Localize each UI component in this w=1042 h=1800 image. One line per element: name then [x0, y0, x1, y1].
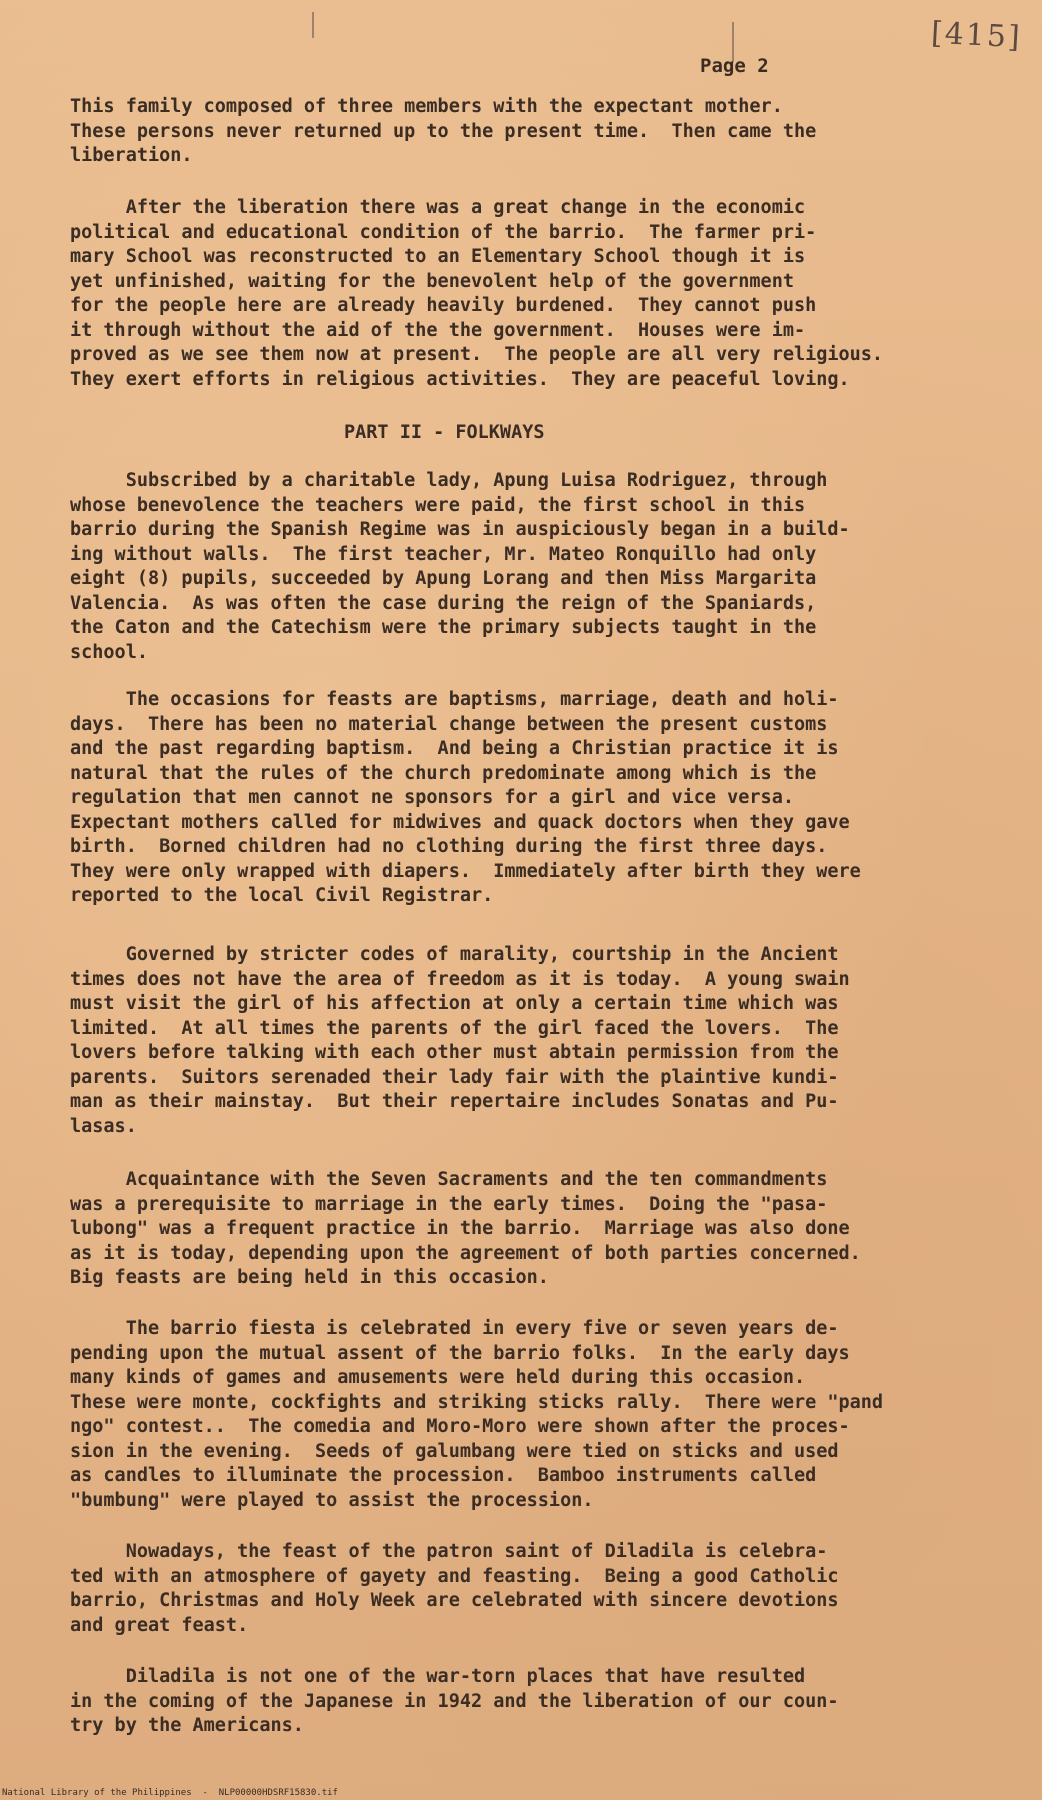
- scan-footer: National Library of the Philippines - NLP00000HDSRF15830.tif: [2, 1788, 338, 1798]
- paragraph: The occasions for feasts are baptisms, marriage, death and holi- days. There has been no material change between the present customs and the past regarding baptism. And being a Christian practice it is natural that the rules of the church predominate among which is the regulation that men cannot ne sponsors for a girl and vice versa. Expectant mothers called for midwives and quack doctors when they gave birth. Borned children had no clothing during the first three days. They were only wrapped with diapers. Immediately after birth they were reported to the local Civil Registrar.: [70, 689, 861, 906]
- handwritten-annotation: [415]: [930, 15, 1023, 56]
- paragraph: The barrio fiesta is celebrated in every five or seven years de- pending upon the mutual assent of the barrio folks. In the early days many kinds of games and amusements were held during this occasion. These were monte, cockfights and striking sticks rally. There were "pand ngo" contest.. The comedia and Moro-Moro were shown after the proces- sion in the evening. Seeds of galumbang were tied on sticks and used as candles to illuminate the procession. Bamboo instruments called "bumbung" were played to assist the procession.: [70, 1318, 884, 1511]
- paragraph: After the liberation there was a great change in the economic political and educational condition of the barrio. The farmer pri- mary School was reconstructed to an Elementary School though it is yet unfinished, waiting for the benevolent help of the government for the people here are already heavily burdened. They cannot push it through without the aid of the the government. Houses were im- proved as we see them now at present. The people are all very religious. They exert efforts in religious activities. They are peaceful loving.: [70, 197, 884, 390]
- paragraph: Diladila is not one of the war-torn places that have resulted in the coming of the Japanese in 1942 and the liberation of our coun- try by the Americans.: [70, 1666, 839, 1736]
- pencil-mark: [312, 12, 314, 38]
- paragraph: Nowadays, the feast of the patron saint of Diladila is celebra- ted with an atmosphere of gayety and feasting. Being a good Catholic barrio, Christmas and Holy Week are celebrated with sincere devotions and great feast.: [70, 1541, 839, 1636]
- page-number: Page 2: [700, 55, 769, 77]
- paragraph: Subscribed by a charitable lady, Apung Luisa Rodriguez, through whose benevolence the teachers were paid, the first school in this barrio during the Spanish Regime was in auspiciously began in a build- ing without walls. The first teacher, Mr. Mateo Ronquillo had only eight (8) pupils, succeeded by Apung Lorang and then Miss Margarita Valencia. As was often the case during the reign of the Spaniards, the Caton and the Catechism were the primary subjects taught in the school.: [70, 470, 850, 663]
- paragraph: Acquaintance with the Seven Sacraments and the ten commandments was a prerequisite to marriage in the early times. Doing the "pasa- lubong" was a frequent practice in the barrio. Marriage was also done as it is today, depending upon the agreement of both parties concerned. Big feasts are being held in this occasion.: [70, 1169, 861, 1288]
- paragraph: This family composed of three members with the expectant mother. These persons never returned up to the present time. Then came the liberation.: [70, 96, 817, 166]
- section-heading: PART II - FOLKWAYS: [344, 422, 545, 443]
- paragraph: Governed by stricter codes of marality, courtship in the Ancient times does not have the area of freedom as it is today. A young swain must visit the girl of his affection at only a certain time which was limited. At all times the parents of the girl faced the lovers. The lovers before talking with each other must abtain permission from the parents. Suitors serenaded their lady fair with the plaintive kundi- man as their mainstay. But their repertaire includes Sonatas and Pu- lasas.: [70, 944, 850, 1137]
